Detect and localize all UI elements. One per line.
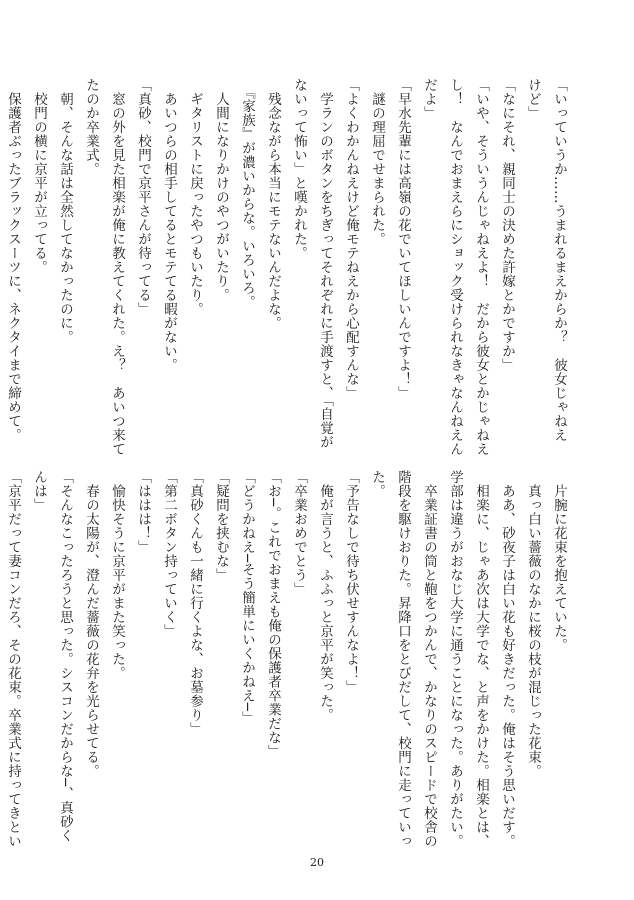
text-line: たのか卒業式。 <box>83 78 99 176</box>
text-line: 階段を駆けおりた。昇降口をとびだして、校門に走っていっ <box>395 470 411 848</box>
text-line: けど」 <box>525 78 541 120</box>
text-line: 朝、そんな話は全然してなかったのに。 <box>57 78 73 344</box>
text-line: 「いっていうか……うまれるまえからか？ 彼女じゃねえ <box>551 78 567 442</box>
text-line: だよ」 <box>421 78 437 120</box>
text-line: ああ、砂夜子は白い花も好きだった。俺はそう思いだす。 <box>499 470 515 848</box>
text-line: あいつらの相手してるとモテてる暇がない。 <box>161 78 177 372</box>
text-line: 春の太陽が、澄んだ薔薇の花弁を光らせてる。 <box>83 470 99 778</box>
text-line: 「そんなこったろうと思った。シスコンだからな─、真砂く <box>57 470 73 843</box>
text-line: 人間になりかけのやつがいたり。 <box>213 78 229 302</box>
text-line: 「早水先輩には高嶺の花でいてほしいんですよ！」 <box>395 78 411 400</box>
text-line: 卒業証書の筒と鞄をつかんで、かなりのスピードで校舎の <box>421 470 437 848</box>
text-line: 「どうかねえ─そう簡単にいくかねえ─」 <box>239 470 255 726</box>
text-line: 「予告なしで待ち伏せすんなよ！」 <box>343 470 359 694</box>
text-block-bottom <box>5 470 572 848</box>
text-line: た。 <box>369 470 385 498</box>
text-line: 「いや、そういうんじゃねえよ！ だから彼女とかじゃねえ <box>473 78 489 456</box>
text-line: 「なにそれ、親同士の決めた許嫁とかですか」 <box>499 78 515 372</box>
text-line: 「よくわかんねえけど俺モテねえから心配すんな」 <box>343 78 359 400</box>
text-line: 相楽に、じゃあ次は大学でな、と声をかけた。相楽とは、 <box>473 470 489 848</box>
text-line: ないって怖い」と嘆かれた。 <box>291 78 307 260</box>
text-line: 愉快そうに京平がまた笑った。 <box>109 470 125 680</box>
text-line: 窓の外を見た相楽が俺に教えてくれた。え？ あいつ来て <box>109 78 125 456</box>
text-line: 学部は違うがおなじ大学に通うことになった。ありがたい。 <box>447 470 463 848</box>
text-line: 「卒業おめでとう」 <box>291 470 307 596</box>
text-line: んは」 <box>31 470 47 512</box>
text-line: 俺が言うと、ふふっと京平が笑った。 <box>317 470 333 722</box>
text-line: 保護者ぶったブラックスーツに、ネクタイまで締めて。 <box>5 78 21 442</box>
text-line: 「真砂、校門で京平さんが待ってる」 <box>135 78 151 316</box>
text-line: 謎の理屈でせまられた。 <box>369 78 385 246</box>
text-line: 「疑問を挟むな」 <box>213 470 229 582</box>
text-line: 「京平だって妻コンだろ、その花束。卒業式に持ってきとい <box>5 470 21 848</box>
text-line: 真っ白い薔薇のなかに桜の枝が混じった花束。 <box>525 470 541 778</box>
text-line: 残念ながら本当にモテないんだよな。 <box>265 78 281 330</box>
text-line: 「ははは！」 <box>135 470 151 554</box>
text-line: 「第二ボタン持っていく」 <box>161 470 177 638</box>
text-line: 校門の横に京平が立ってる。 <box>31 78 47 274</box>
text-line: 「真砂くんも一緒に行くよな、お墓参り」 <box>187 470 203 736</box>
text-line: し！ なんでおまえらにショック受けられなきゃなんねえん <box>447 78 463 456</box>
text-line: 片腕に花束を抱えていた。 <box>551 470 567 652</box>
text-line: 学ランのボタンをちぎってそれぞれに手渡すと、「自覚が <box>317 78 333 450</box>
text-block-top <box>5 78 572 456</box>
page-number: 20 <box>310 856 324 869</box>
text-line: 『家族』が濃いからな。いろいろ。 <box>239 78 255 310</box>
text-line: 「お─。これでおまえも俺の保護者卒業だな」 <box>265 470 281 759</box>
text-line: ギタリストに戻ったやつもいたり。 <box>187 78 203 316</box>
